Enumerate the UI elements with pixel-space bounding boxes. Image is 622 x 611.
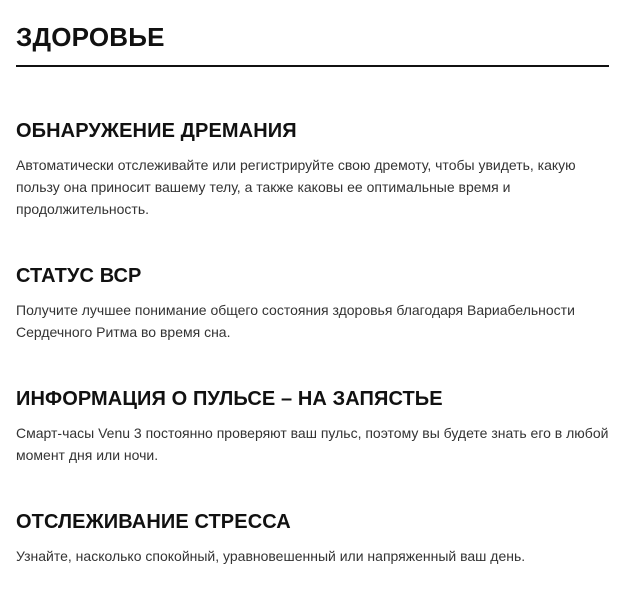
page-title: ЗДОРОВЬЕ	[16, 22, 165, 52]
feature-hrv-status	[16, 264, 609, 343]
feature-description: Смарт-часы Venu 3 постоянно проверяют ваш пульс, поэтому вы будете знать его в любой момент дня или ночи.	[16, 425, 609, 463]
feature-description: Получите лучшее понимание общего состояния здоровья благодаря Вариабельности Сердечного Ритма во время сна.	[16, 302, 575, 340]
feature-title: ОБНАРУЖЕНИЕ ДРЕМАНИЯ	[16, 120, 297, 142]
title-divider	[16, 65, 609, 67]
feature-stress-tracking	[16, 510, 609, 567]
feature-description: Узнайте, насколько спокойный, уравновешенный или напряженный ваш день.	[16, 548, 526, 564]
feature-title: ИНФОРМАЦИЯ О ПУЛЬСЕ – НА ЗАПЯСТЬЕ	[16, 388, 443, 410]
feature-title: СТАТУС ВСР	[16, 265, 142, 287]
feature-nap-detection	[16, 119, 609, 220]
feature-description: Автоматически отслеживайте или регистрируйте свою дремоту, чтобы увидеть, какую пользу она приносит вашему телу, а также каковы ее оптимальные время и продолжительность.	[16, 157, 576, 217]
feature-title: ОТСЛЕЖИВАНИЕ СТРЕССА	[16, 511, 291, 533]
feature-list	[16, 119, 609, 567]
health-section	[16, 0, 609, 611]
feature-wrist-heart-rate	[16, 387, 609, 466]
